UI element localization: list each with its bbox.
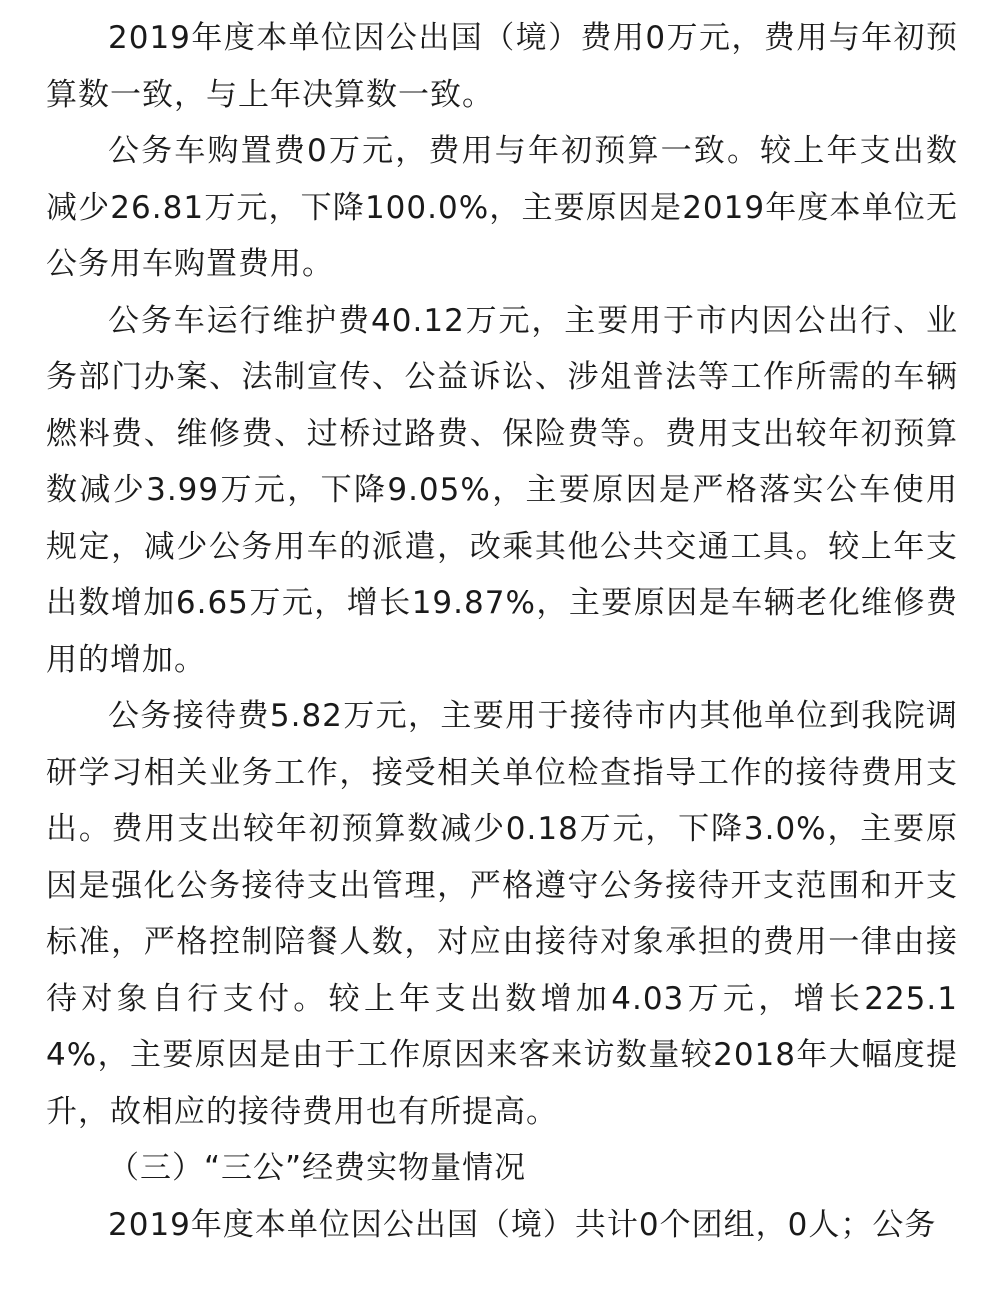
paragraph-vehicle-maintenance: 公务车运行维护费40.12万元，主要用于市内因公出行、业务部门办案、法制宣传、公益诉讼、涉俎普法等工作所需的车辆燃料费、维修费、过桥过路费、保险费等。费用支出较年初预算数减少3.99万元，下降9.05%，主要原因是严格落实公车使用规定，减少公务用车的派遣，改乘其他公共交通工具。较上年支出数增加6.65万元，增长19.87%，主要原因是车辆老化维修费用的增加。 xyxy=(46,302,958,678)
section-heading: （三）“三公”经费实物量情况 xyxy=(108,1150,527,1186)
paragraph-vehicle-purchase: 公务车购置费0万元，费用与年初预算一致。较上年支出数减少26.81万元，下降100.0%，主要原因是2019年度本单位无公务用车购置费用。 xyxy=(46,133,958,282)
paragraph-reception: 公务接待费5.82万元，主要用于接待市内其他单位到我院调研学习相关业务工作，接受相关单位检查指导工作的接待费用支出。费用支出较年初预算数减少0.18万元，下降3.0%，主要原因是强化公务接待支出管理，严格遵守公务接待开支范围和开支标准，严格控制陪餐人数，对应由接待对象承担的费用一律由接待对象自行支付。较上年支出数增加4.03万元，增长225.14%，主要原因是由于工作原因来客来访数量较2018年大幅度提升，故相应的接待费用也有所提高。 xyxy=(46,698,958,1130)
paragraph-outbound-travel: 2019年度本单位因公出国（境）费用0万元，费用与年初预算数一致，与上年决算数一致。 xyxy=(46,20,958,113)
paragraph-physical-quantity: 2019年度本单位因公出国（境）共计0个团组，0人；公务 xyxy=(108,1206,937,1243)
